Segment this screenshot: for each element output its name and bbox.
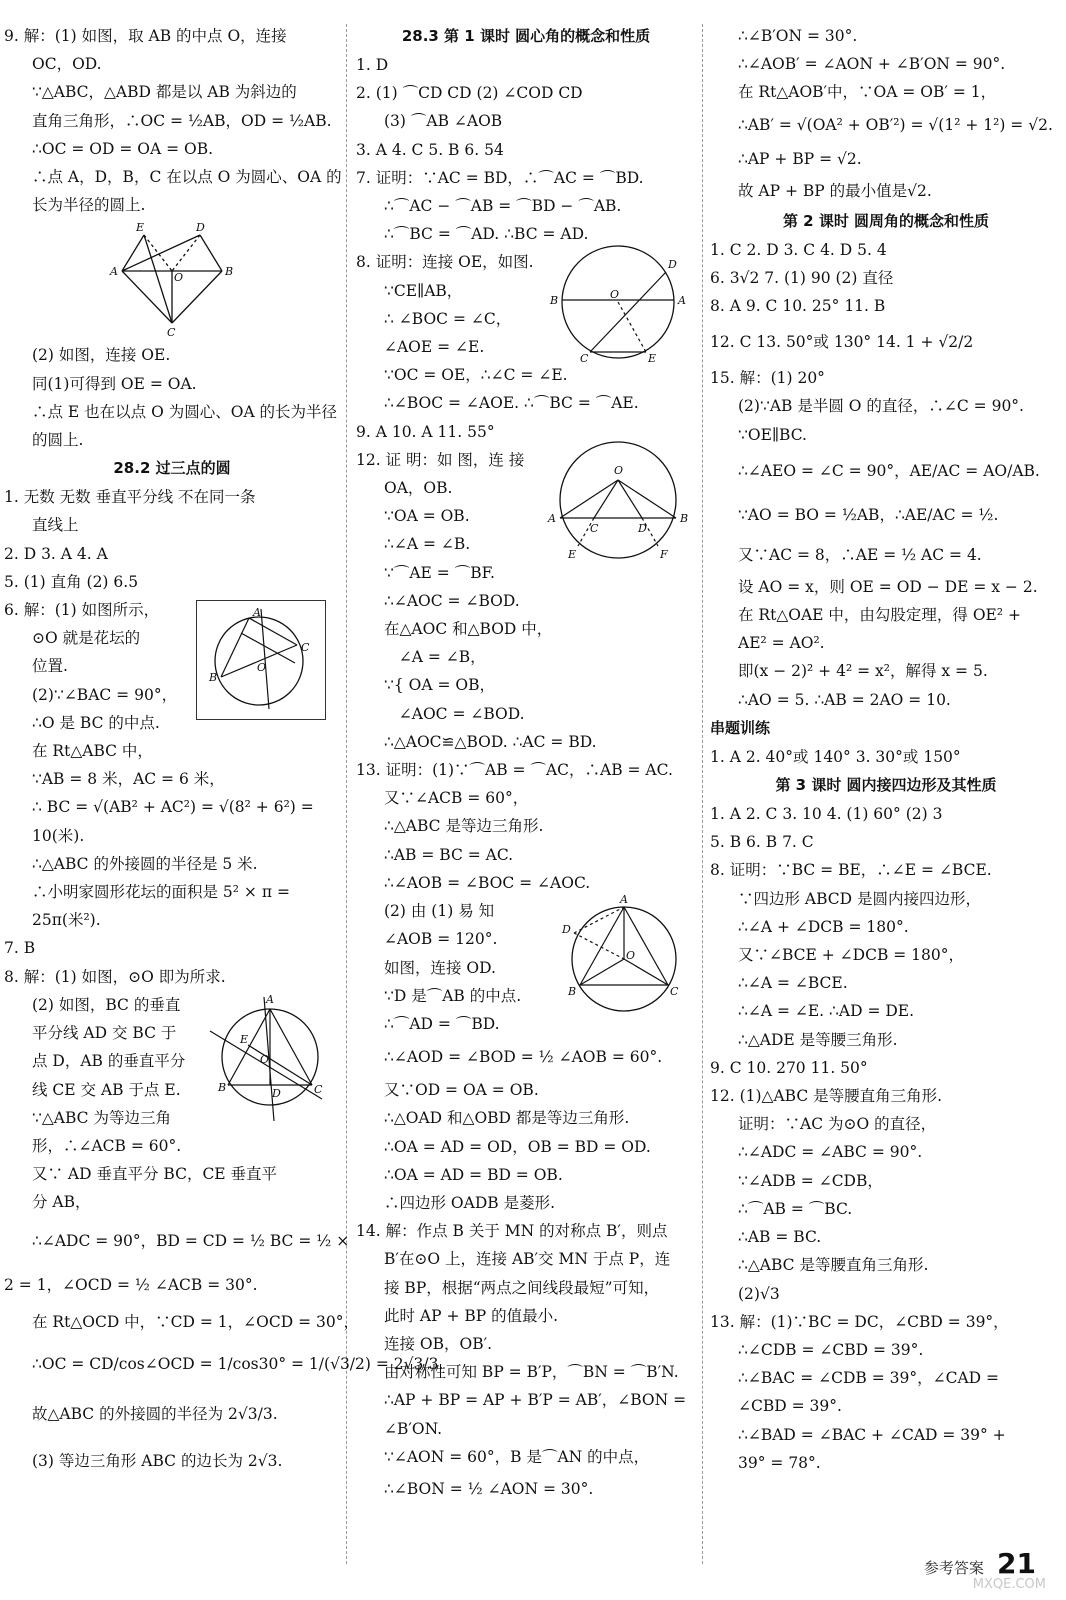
point-label: C — [301, 641, 310, 655]
answer-line: ∴OA = AD = BD = OB. — [384, 1165, 563, 1184]
figure-circle-chord — [546, 438, 696, 564]
answer-line: ∴ ∠BOC = ∠C， — [384, 309, 512, 328]
column-divider — [702, 24, 703, 1564]
answer-line: ∴小明家圆形花坛的面积是 5² × π = — [32, 883, 290, 902]
answer-line: 又∵AC = 8，∴AE = ½ AC = 4. — [738, 545, 982, 564]
point-label: D — [196, 221, 205, 235]
section-heading: 第 3 课时 圆内接四边形及其性质 — [775, 776, 997, 795]
point-label: B — [568, 985, 577, 999]
answer-line: ∴点 E 也在以点 O 为圆心、OA 的长为半径 — [32, 402, 338, 421]
answer-line: 在 Rt△OAE 中，由勾股定理，得 OE² + — [738, 606, 1021, 625]
answer-line: 此时 AP + BP 的值最小. — [384, 1306, 559, 1325]
answer-line: 1. A 2. 40°或 140° 3. 30°或 150° — [710, 747, 961, 766]
answer-line: ∵∠AON = 60°，B 是⌒AN 的中点， — [384, 1447, 650, 1466]
answer-line: (2) 如图，BC 的垂直 — [32, 995, 181, 1014]
answer-line: ∴点 A，D，B，C 在以点 O 为圆心、OA 的 — [32, 168, 342, 187]
answer-line: 线 CE 交 AB 于点 E. — [32, 1080, 181, 1099]
answer-line: 8. A 9. C 10. 25° 11. B — [710, 297, 886, 316]
answer-line: ∴∠BOC = ∠AOE. ∴⌒BC = ⌒AE. — [384, 394, 639, 413]
answer-line: ∴△OAD 和△OBD 都是等边三角形. — [384, 1109, 630, 1128]
answer-line: 8. 证明：连接 OE，如图. — [356, 253, 534, 272]
answer-line: ∠B′ON. — [384, 1419, 443, 1438]
answer-line: 如图，连接 OD. — [384, 958, 496, 977]
column-3 — [710, 22, 1062, 1477]
answer-line: 7. B — [4, 939, 36, 958]
answer-line: 又∵ AD 垂直平分 BC，CE 垂直平 — [32, 1165, 278, 1184]
footer-label: 参考答案 — [923, 1559, 984, 1577]
answer-line: 的圆上. — [32, 431, 84, 450]
answer-line: ∴△ABC 是等边三角形. — [384, 817, 544, 836]
answer-line: 由对称性可知 BP = B′P，⌒BN = ⌒B′N. — [384, 1363, 679, 1382]
answer-line: (3) 等边三角形 ABC 的边长为 2√3. — [32, 1451, 283, 1470]
answer-line: (2) 由 (1) 易 知 — [384, 902, 495, 921]
point-label: A — [620, 893, 628, 907]
answer-line: 3. A 4. C 5. B 6. 54 — [356, 140, 504, 159]
answer-line: ∴∠A = ∠E. ∴AD = DE. — [738, 1002, 915, 1021]
answer-line: 6. 3√2 7. (1) 90 (2) 直径 — [710, 268, 894, 287]
answer-line: ∠AOC = ∠BOD. — [384, 704, 525, 723]
answer-line: 6. 解：(1) 如图所示， — [4, 601, 160, 620]
answer-line: ∴∠AOC = ∠BOD. — [384, 591, 520, 610]
point-label: B — [550, 294, 559, 308]
point-label: D — [638, 521, 647, 535]
answer-line: B′在⊙O 上，连接 AB′交 MN 于点 P，连 — [384, 1250, 671, 1269]
answer-line: (2)∵AB 是半圆 O 的直径，∴∠C = 90°. — [738, 397, 1024, 416]
answer-line: 1. D — [356, 56, 389, 74]
answer-line: OC，OD. — [32, 55, 102, 74]
section-heading: 28.3 第 1 课时 圆心角的概念和性质 — [401, 27, 651, 45]
answer-line: ∴⌒AB = ⌒BC. — [738, 1199, 853, 1218]
answer-line: ∴∠BON = ½ ∠AON = 30°. — [384, 1479, 594, 1498]
point-label: A — [110, 265, 118, 279]
answer-line: 9. A 10. A 11. 55° — [356, 422, 495, 441]
answer-line: 在△AOC 和△BOD 中， — [384, 620, 553, 639]
answer-line: ∴∠A = ∠BCE. — [738, 974, 848, 993]
answer-line: AE² = AO². — [738, 634, 825, 653]
answer-line: ∵⌒AE = ⌒BF. — [384, 563, 495, 582]
answer-line: 1. A 2. C 3. 10 4. (1) 60° (2) 3 — [710, 805, 943, 824]
answer-line: ∴OC = OD = OA = OB. — [32, 139, 214, 158]
answer-line: 13. 证明：(1)∵⌒AB = ⌒AC，∴AB = AC. — [356, 761, 673, 780]
answer-line: 连接 OB，OB′. — [384, 1334, 493, 1353]
answer-line: 在 Rt△ABC 中， — [32, 742, 153, 761]
answer-line: 在 Rt△OCD 中，∵CD = 1，∠OCD = 30°， — [32, 1312, 359, 1331]
answer-line: ∴OA = AD = OD，OB = BD = OD. — [384, 1137, 651, 1156]
answer-line: 14. 解：作点 B 关于 MN 的对称点 B′，则点 — [356, 1222, 668, 1241]
answer-line: ∴∠BAC = ∠CDB = 39°，∠CAD = — [738, 1369, 999, 1388]
answer-line: 8. 证明：∵BC = BE，∴∠E = ∠BCE. — [710, 861, 992, 880]
answer-line: (2) 如图，连接 OE. — [32, 346, 171, 365]
point-label: A — [678, 294, 686, 308]
answer-line: 又∵OD = OA = OB. — [384, 1081, 539, 1100]
answer-line: ∴∠ADC = 90°，BD = CD = ½ BC = ½ × — [32, 1231, 350, 1250]
point-label: O — [257, 661, 267, 675]
answer-line: ∵四边形 ABCD 是圆内接四边形， — [738, 889, 982, 908]
answer-line: ∴∠AOD = ∠BOD = ½ ∠AOB = 60°. — [384, 1048, 663, 1067]
answer-line: ∵CE∥AB， — [384, 281, 463, 300]
point-label: B — [680, 511, 689, 525]
answer-line: 12. (1)△ABC 是等腰直角三角形. — [710, 1087, 943, 1106]
answer-line: ∵OC = OE，∴∠C = ∠E. — [384, 366, 568, 385]
answer-line: ∠CBD = 39°. — [738, 1397, 842, 1416]
point-label: F — [660, 547, 668, 561]
answer-line: 在 Rt△AOB′中，∵OA = OB′ = 1， — [738, 83, 997, 102]
point-label: A — [266, 992, 274, 1006]
watermark: MXQE.COM — [972, 1577, 1046, 1592]
answer-line: 13. 解：(1)∵BC = DC，∠CBD = 39°， — [710, 1312, 1009, 1331]
answer-line: ∵△ABC 为等边三角 — [32, 1108, 171, 1127]
answer-line: ∠AOE = ∠E. — [384, 338, 485, 357]
point-label: D — [272, 1086, 281, 1100]
figure-rhombus-circle — [562, 893, 690, 1017]
answer-line: ∴△ADE 是等腰三角形. — [738, 1030, 898, 1049]
point-label: C — [314, 1082, 323, 1096]
answer-line: 8. 解：(1) 如图，⊙O 即为所求. — [4, 967, 226, 986]
point-label: B — [209, 671, 218, 685]
answer-line: ∴△AOC≌△BOD. ∴AC = BD. — [384, 732, 597, 751]
answer-line: 2 = 1，∠OCD = ½ ∠ACB = 30°. — [4, 1275, 258, 1294]
answer-line: ∵{ OA = OB， — [384, 676, 495, 695]
answer-line: ∵D 是⌒AB 的中点. — [384, 986, 522, 1005]
answer-line: 39° = 78°. — [738, 1453, 821, 1472]
answer-line: 设 AO = x，则 OE = OD − DE = x − 2. — [738, 577, 1038, 596]
answer-line: OA，OB. — [384, 479, 453, 498]
figure-quadrilateral-diagram — [4, 221, 340, 339]
answer-line: 点 D，AB 的垂直平分 — [32, 1052, 186, 1071]
point-label: E — [136, 221, 145, 235]
point-label: O — [174, 271, 184, 285]
answer-line: ∴AB = BC. — [738, 1228, 822, 1247]
answer-line: 15. 解：(1) 20° — [710, 369, 825, 388]
answer-line: ∵∠ADB = ∠CDB， — [738, 1171, 883, 1190]
figure-equilateral-triangle — [204, 987, 334, 1127]
answer-line: ∵AB = 8 米，AC = 6 米， — [32, 770, 225, 789]
answer-line: 7. 证明：∵AC = BD，∴⌒AC = ⌒BD. — [356, 168, 644, 187]
answer-line: 长为半径的圆上. — [32, 196, 146, 215]
point-label: D — [668, 258, 677, 272]
point-label: O — [614, 463, 624, 477]
answer-line: ∴△ABC 的外接圆的半径是 5 米. — [32, 854, 258, 873]
answer-line: 25π(米²). — [32, 911, 101, 930]
answer-line: ∴AB′ = √(OA² + OB′²) = √(1² + 1²) = √2. — [738, 115, 1053, 134]
point-label: C — [167, 326, 176, 340]
point-label: E — [648, 352, 657, 366]
point-label: B — [225, 265, 234, 279]
point-label: O — [260, 1052, 270, 1066]
section-heading: 28.2 过三点的圆 — [113, 459, 231, 478]
answer-line: 同(1)可得到 OE = OA. — [32, 374, 197, 393]
answer-line: 分 AB， — [32, 1193, 91, 1212]
answer-line: 10(米). — [32, 826, 85, 845]
answer-line: (3) ⌒AB ∠AOB — [384, 112, 503, 131]
answer-line: ∴∠AEO = ∠C = 90°，AE/AC = AO/AB. — [738, 461, 1040, 480]
subsection-heading: 串题训练 — [710, 718, 771, 737]
answer-line: (2)∵∠BAC = 90°， — [32, 685, 178, 704]
answer-line: ∴△ABC 是等腰直角三角形. — [738, 1256, 929, 1275]
answer-line: ∴AO = 5. ∴AB = 2AO = 10. — [738, 690, 951, 709]
point-label: O — [610, 288, 620, 302]
figure-circle-flowerbed — [196, 600, 326, 720]
point-label: O — [626, 949, 636, 963]
point-label: A — [253, 606, 261, 620]
answer-line: ∴⌒AC − ⌒AB = ⌒BD − ⌒AB. — [384, 197, 622, 216]
answer-line: ∴∠A = ∠B. — [384, 535, 471, 554]
answer-line: 直角三角形，∴OC = ½AB，OD = ½AB. — [32, 111, 332, 130]
answer-line: ∵OA = OB. — [384, 507, 470, 526]
answer-line: ∵AO = BO = ½AB，∴AE/AC = ½. — [738, 505, 999, 524]
answer-line: 平分线 AD 交 BC 于 — [32, 1024, 177, 1043]
answer-line: ∴AP + BP = AP + B′P = AB′，∠BON = — [384, 1391, 687, 1410]
answer-line: 又∵∠ACB = 60°， — [384, 789, 529, 808]
answer-line: ∴O 是 BC 的中点. — [32, 713, 160, 732]
answer-line: 故△ABC 的外接圆的半径为 2√3/3. — [32, 1404, 278, 1423]
section-heading: 第 2 课时 圆周角的概念和性质 — [782, 211, 990, 230]
answer-line: 1. C 2. D 3. C 4. D 5. 4 — [710, 240, 887, 259]
answer-line: ⊙O 就是花坛的 — [32, 629, 141, 648]
answer-line: 12. 证 明：如 图，连 接 — [356, 450, 525, 469]
point-label: B — [218, 1080, 227, 1094]
answer-line: ∵OE∥BC. — [738, 425, 807, 444]
answer-line: ∠AOB = 120°. — [384, 930, 498, 949]
answer-line: 9. C 10. 270 11. 50° — [710, 1058, 868, 1077]
answer-line: ∵△ABC，△ABD 都是以 AB 为斜边的 — [32, 83, 297, 102]
answer-line: ∴⌒BC = ⌒AD. ∴BC = AD. — [384, 225, 589, 244]
answer-line: 12. C 13. 50°或 130° 14. 1 + √2/2 — [710, 333, 974, 352]
answer-line: ∴∠A + ∠DCB = 180°. — [738, 917, 909, 936]
answer-line: 故 AP + BP 的最小值是√2. — [738, 181, 932, 200]
answer-line: ∴∠ADC = ∠ABC = 90°. — [738, 1143, 923, 1162]
answer-line: ∴∠AOB = ∠BOC = ∠AOC. — [384, 873, 591, 892]
point-label: C — [590, 521, 599, 535]
answer-line: 又∵∠BCE + ∠DCB = 180°， — [738, 946, 965, 965]
answer-line: 直线上 — [32, 516, 79, 535]
point-label: E — [240, 1032, 249, 1046]
answer-line: 5. B 6. B 7. C — [710, 833, 814, 852]
answer-line: ∴AB = BC = AC. — [384, 845, 514, 864]
answer-line: ∴四边形 OADB 是菱形. — [384, 1193, 556, 1212]
answer-line: 位置. — [32, 657, 68, 676]
point-label: E — [568, 547, 577, 561]
figure-circle-parallel — [546, 240, 696, 366]
answer-line: ∴OC = CD/cos∠OCD = 1/cos30° = 1/(√3/2) = 2√3/3. — [32, 1354, 444, 1373]
point-label: D — [562, 923, 571, 937]
page-footer — [924, 1547, 1036, 1580]
answer-line: ∴∠B′ON = 30°. — [738, 27, 858, 45]
answer-line: ∴AP + BP = √2. — [738, 149, 862, 168]
point-label: C — [670, 985, 679, 999]
answer-line: (2)√3 — [738, 1284, 780, 1303]
point-label: C — [580, 352, 589, 366]
answer-line: 1. 无数 无数 垂直平分线 不在同一条 — [4, 488, 256, 507]
answer-line: ∴ BC = √(AB² + AC²) = √(8² + 6²) = — [32, 798, 314, 817]
answer-line: 即(x − 2)² + 4² = x²，解得 x = 5. — [738, 662, 988, 681]
answer-line: 2. D 3. A 4. A — [4, 544, 108, 563]
answer-line: 接 BP，根据“两点之间线段最短”可知， — [384, 1278, 660, 1297]
answer-line: ∠A = ∠B， — [384, 648, 486, 667]
answer-line: 5. (1) 直角 (2) 6.5 — [4, 572, 139, 591]
answer-line: 证明：∵AC 为⊙O 的直径， — [738, 1115, 937, 1134]
page-number: 21 — [997, 1547, 1036, 1580]
column-2 — [356, 22, 696, 1507]
answer-line: ∴⌒AD = ⌒BD. — [384, 1014, 500, 1033]
point-label: A — [548, 511, 556, 525]
answer-line: 9. 解：(1) 如图，取 AB 的中点 O，连接 — [4, 27, 287, 45]
answer-line: ∴∠AOB′ = ∠AON + ∠B′ON = 90°. — [738, 55, 1006, 74]
answer-line: 形，∴∠ACB = 60°. — [32, 1136, 182, 1155]
answer-line: ∴∠CDB = ∠CBD = 39°. — [738, 1340, 924, 1359]
answer-line: ∴∠BAD = ∠BAC + ∠CAD = 39° + — [738, 1425, 1006, 1444]
answer-line: 2. (1) ⌒CD CD (2) ∠COD CD — [356, 84, 583, 103]
